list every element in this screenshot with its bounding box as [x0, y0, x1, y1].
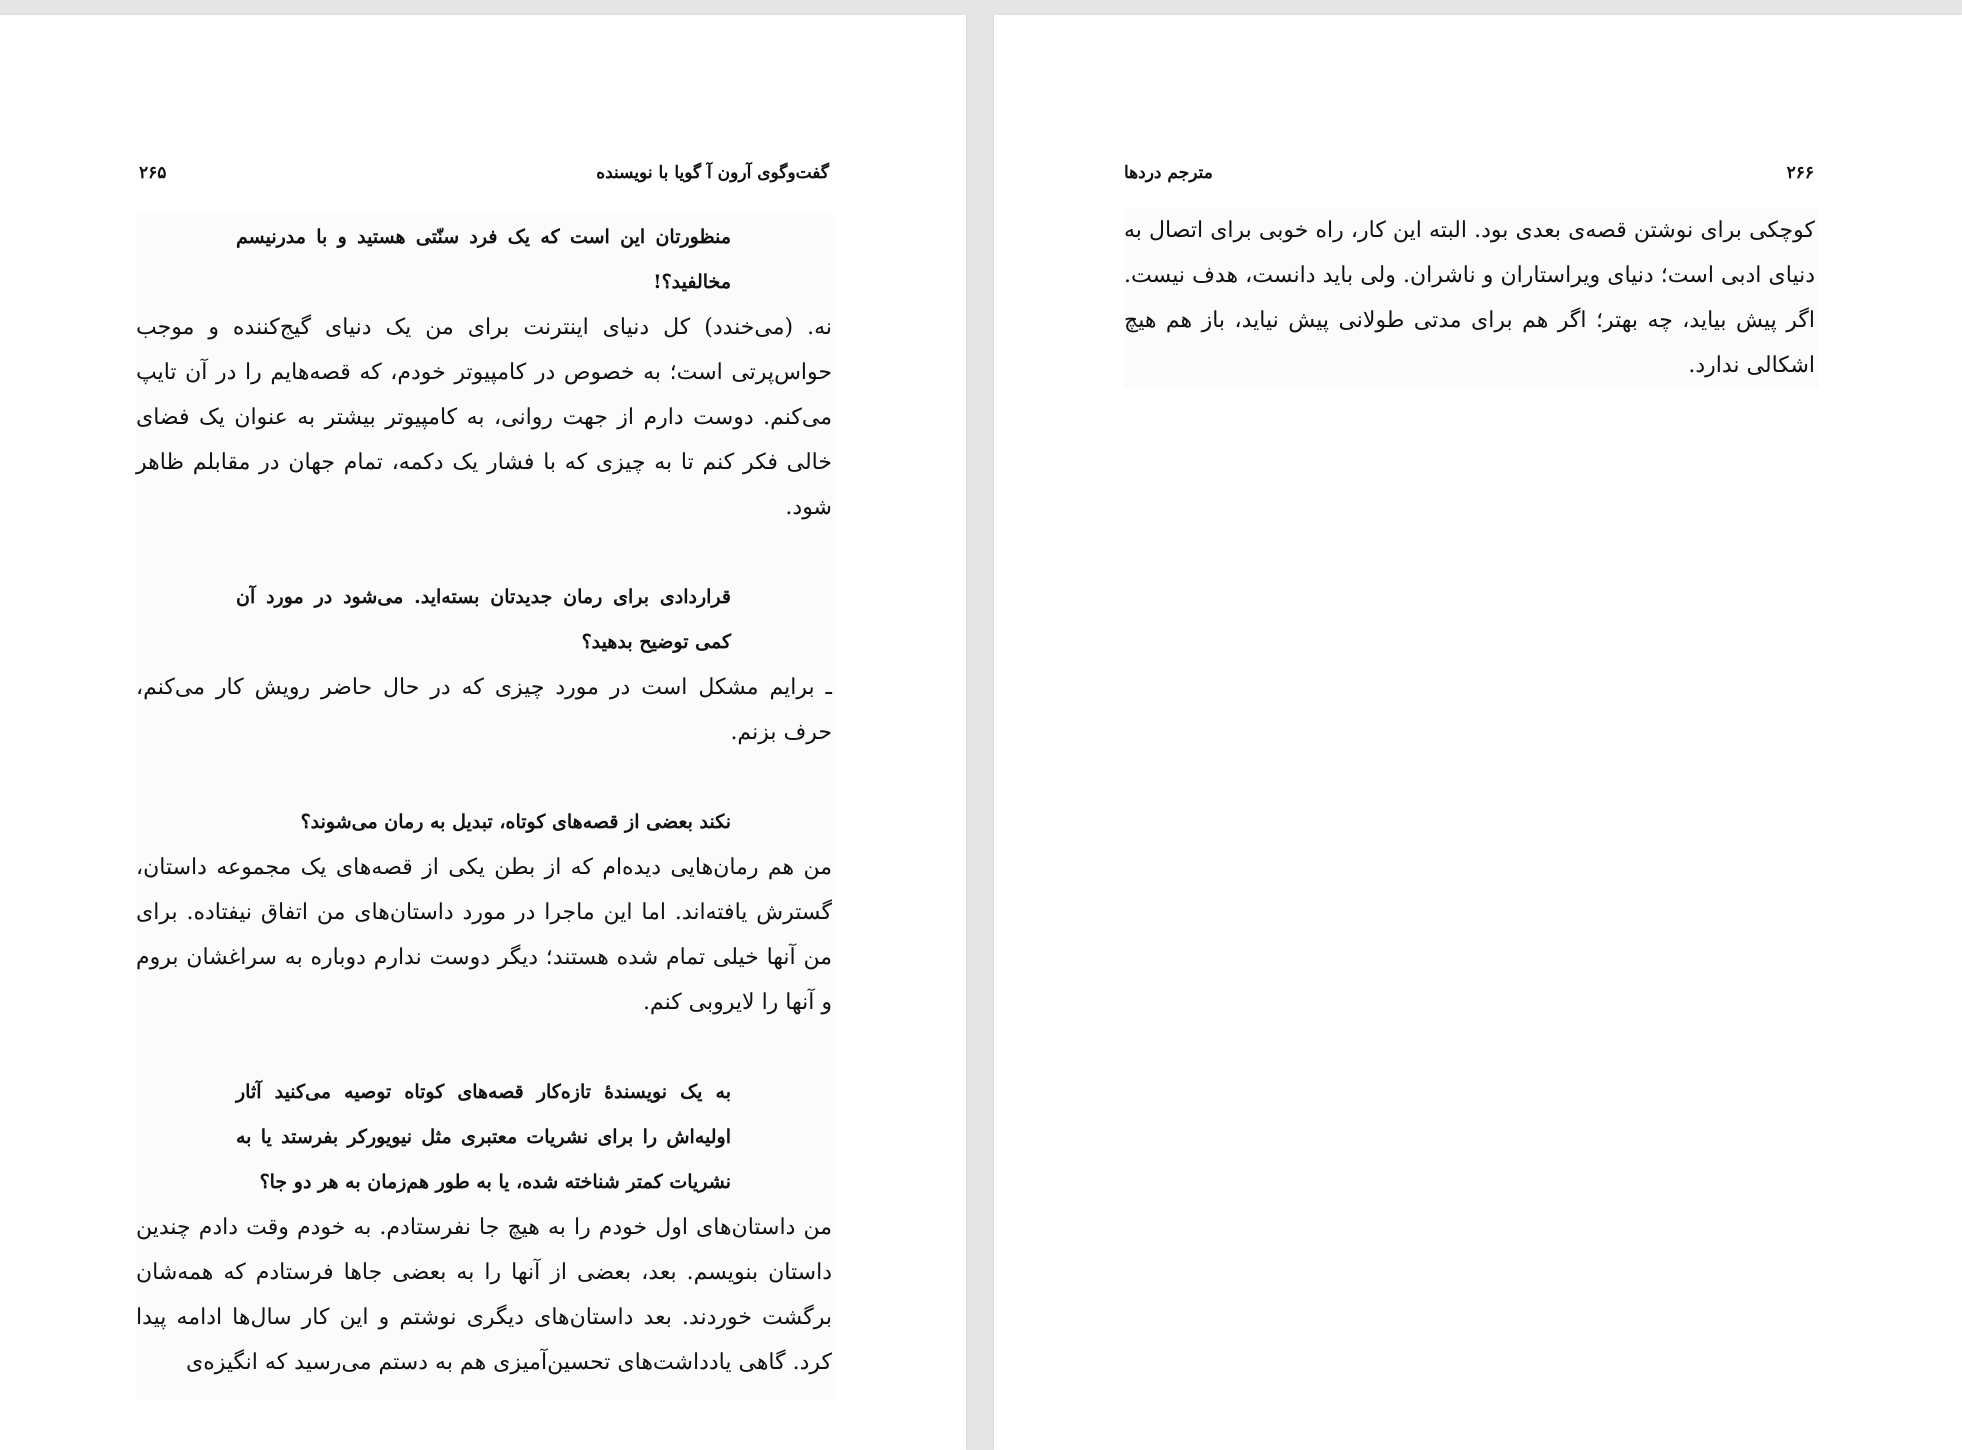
interview-question: قراردادی برای رمان جدیدتان بسته‌اید. می‌شود در مورد آن کمی توضیح بدهید؟: [236, 586, 731, 653]
right-page-number: ۲۶۶: [1786, 163, 1814, 183]
left-page-body: [136, 215, 836, 1400]
interview-answer: ـ برایم مشکل است در مورد چیزی که در حال حاضر رویش کار می‌کنم، حرف بزنم.: [136, 675, 832, 745]
left-page: [0, 15, 966, 1450]
interview-question: منظورتان این است که یک فرد سنّتی هستید و با مدرنیسم مخالفید؟!: [236, 226, 731, 293]
interview-question: نکند بعضی از قصه‌های کوتاه، تبدیل به رمان می‌شوند؟: [300, 811, 731, 833]
right-page-body: [1124, 208, 1819, 388]
right-header-title: مترجم دردها: [1124, 163, 1213, 183]
interview-answer: من داستان‌های اول خودم را به هیچ جا نفرستادم. به خودم وقت دادم چندین داستان بنویسم. بعد، بعضی از آنها را به بعضی جاها فرستادم که همه‌شان برگشت خوردند. بعد داستان‌های دیگری نوشتم و این کار سال‌ها ادامه پیدا کرد. گاهی یادداشت‌های تحسین‌آمیزی هم به دستم می‌رسید که انگیزه‌ی: [136, 1215, 832, 1375]
right-page-header: [1124, 163, 1814, 183]
interview-answer: نه. (می‌خندد) کل دنیای اینترنت برای من یک دنیای گیج‌کننده و موجب حواس‌پرتی است؛ به خصوص در کامپیوتر خودم، که قصه‌هایم را در آن تایپ می‌کنم. دوست دارم از جهت روانی، به کامپیوتر بیشتر به عنوان یک فضای خالی فکر کنم تا به چیزی که با فشار یک دکمه، تمام جهان در مقابلم ظاهر شود.: [136, 315, 832, 520]
right-page: [994, 15, 1962, 1450]
left-page-header: [139, 163, 829, 183]
interview-answer: من هم رمان‌هایی دیده‌ام که از بطن یکی از قصه‌های یک مجموعه داستان، گسترش یافته‌اند. اما این ماجرا در مورد داستان‌های من اتفاق نیفتاده. برای من آنها خیلی تمام شده هستند؛ دیگر دوست ندارم دوباره به سراغشان بروم و آنها را لایروبی کنم.: [136, 855, 832, 1015]
left-header-title: گفت‌وگوی آرون آ گویا با نویسنده: [596, 163, 829, 183]
continued-paragraph: کوچکی برای نوشتن قصه‌ی بعدی بود. البته این کار، راه خوبی برای اتصال به دنیای ادبی است؛ دنیای ویراستاران و ناشران. ولی باید دانست، هدف نیست. اگر پیش بیاید، چه بهتر؛ اگر هم برای مدتی طولانی پیش نیاید، باز هم هیچ اشکالی ندارد.: [1124, 218, 1815, 378]
left-page-number: ۲۶۵: [139, 163, 167, 183]
interview-question: به یک نویسندهٔ تازه‌کار قصه‌های کوتاه توصیه می‌کنید آثار اولیه‌اش را برای نشریات معتبری مثل نیویورکر بفرستد یا به نشریات کمتر شناخته شده، یا به طور هم‌زمان به هر دو جا؟: [236, 1081, 731, 1193]
